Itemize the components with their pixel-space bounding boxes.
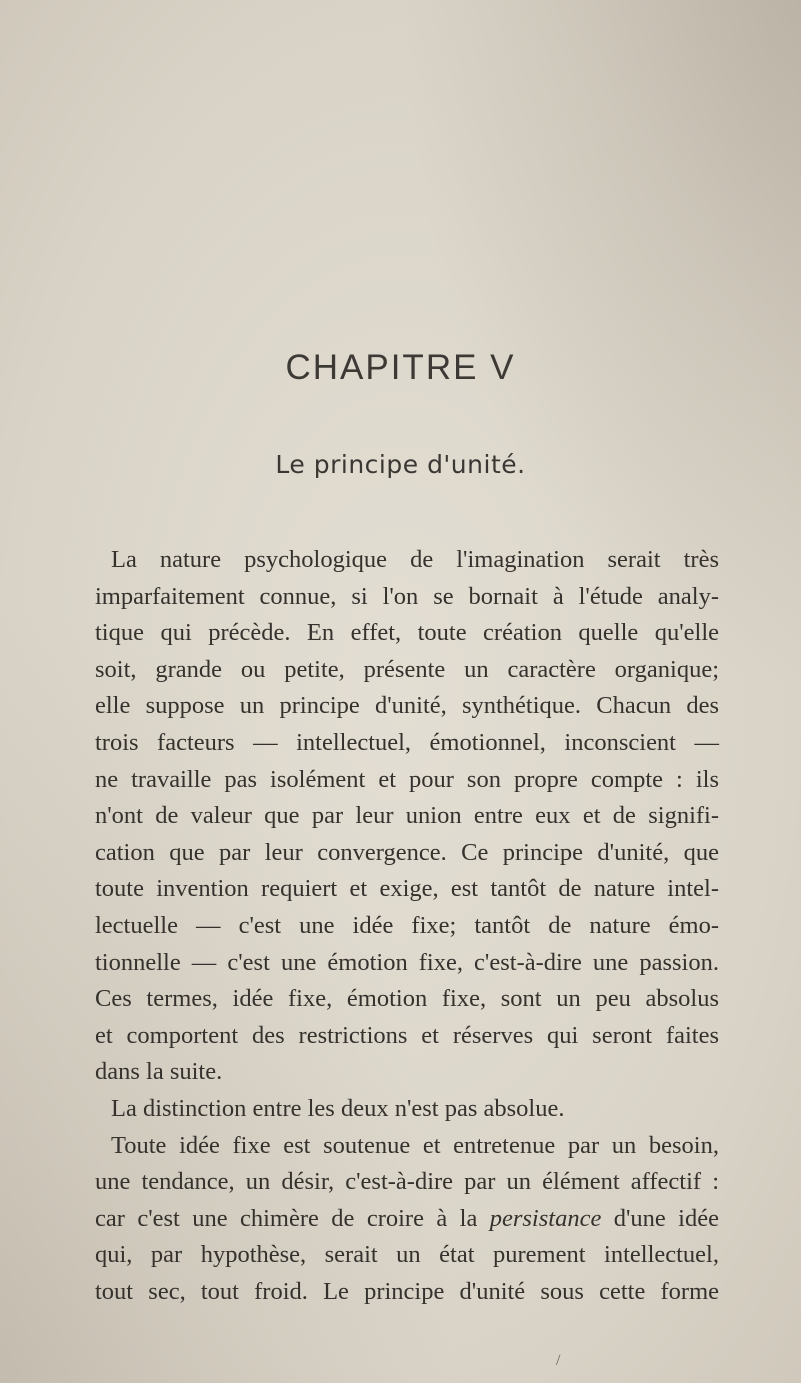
paragraph-1-line-8: n'ont de valeur que par leur union entre eux et de signifi- [95,802,719,830]
paragraph-1-line-6: trois facteurs — intellectuel, émotionnel, inconscient — [95,728,719,756]
paragraph-3-line-5: tout sec, tout froid. Le principe d'unité sous cette forme [95,1277,719,1305]
paragraph-1-line-1: La nature psychologique de l'imagination serait très [111,546,719,573]
paragraph-1-line-14: et comportent des restrictions et réserves qui seront faites [95,1021,719,1049]
page-mark: / [556,1352,561,1369]
paragraph-1-line-3: tique qui précède. En effet, toute création quelle qu'elle [95,619,719,647]
paragraph-1-line-11: lectuelle — c'est une idée fixe; tantôt de nature émo- [95,911,719,939]
paragraph-3-line-2: une tendance, un désir, c'est-à-dire par un élément affectif : [95,1168,719,1196]
paragraph-2-line-1: La distinction entre les deux n'est pas absolue. [111,1094,565,1122]
italic-line-before: car c'est une chimère de croire à la [95,1204,490,1232]
body-text [95,542,719,1310]
paragraph-3-line-1: Toute idée fixe est soutenue et entretenue par un besoin, [111,1131,719,1159]
italic-word-persistance: persistance [489,1204,602,1232]
paragraph-1-line-5: elle suppose un principe d'unité, synthétique. Chacun des [95,692,719,720]
paragraph-3-line-3 [95,1201,719,1238]
italic-line-after: d'une idée [601,1204,719,1232]
paragraph-1-line-4: soit, grande ou petite, présente un caractère organique; [95,655,719,683]
paragraph-1-line-2: imparfaitement connue, si l'on se bornait à l'étude analy- [95,582,719,610]
paragraph-1-line-10: toute invention requiert et exige, est tantôt de nature intel- [95,875,719,903]
chapter-title: CHAPITRE V [285,348,516,387]
paragraph-1-line-13: Ces termes, idée fixe, émotion fixe, sont un peu absolus [95,985,719,1013]
paragraph-1-line-15: dans la suite. [95,1058,223,1086]
paragraph-3-line-4: qui, par hypothèse, serait un état purement intellectuel, [95,1241,719,1269]
paragraph-1-line-9: cation que par leur convergence. Ce principe d'unité, que [95,838,719,866]
paragraph-1-line-7: ne travaille pas isolément et pour son propre compte : ils [95,765,719,793]
paragraph-1-line-12: tionnelle — c'est une émotion fixe, c'est-à-dire une passion. [95,948,719,976]
section-title: Le principe d'unité. [275,450,526,479]
